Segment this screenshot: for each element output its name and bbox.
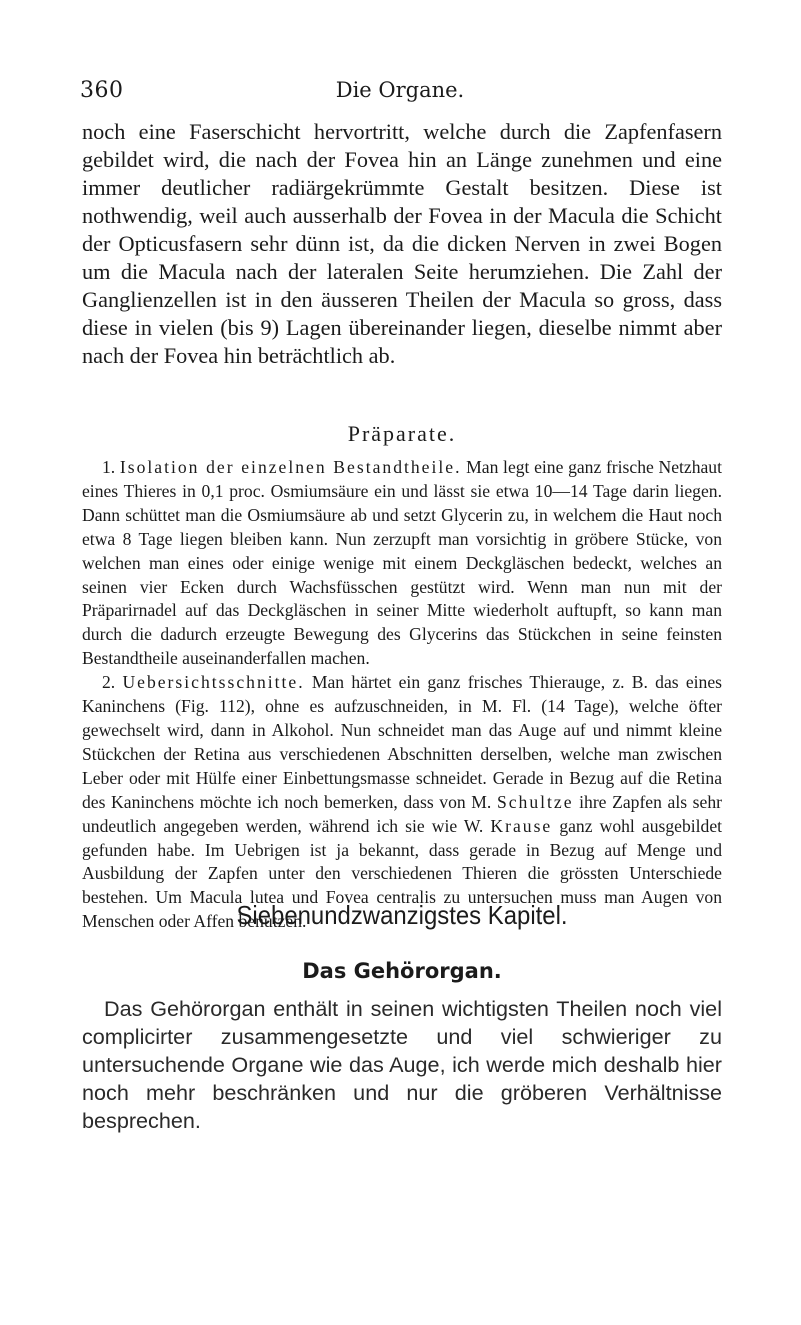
list-item [82,671,722,934]
chapter-paragraph: Das Gehörorgan enthält in seinen wichtigsten Theilen noch viel complicirter zusammengesetzte und viel schwieriger zu untersuchende Organe wie das Auge, ich werde mich deshalb hier noch mehr beschränken und nur die gröberen Verhältnisse besprechen. [82,996,722,1133]
item-title: Uebersichtsschnitte. [122,672,305,693]
chapter-intro-block [82,995,722,1135]
intro-paragraph: noch eine Faserschicht hervortritt, welche durch die Zapfenfasern gebildet wird, die nach der Fovea hin an Länge zunehmen und eine immer deutlicher radiärgekrümmte Gestalt besitzen. Diese ist nothwendig, weil auch ausserhalb der Fovea in der Macula die Schicht der Opticusfasern sehr dünn ist, da die dicken Nerven in zwei Bogen um die Macula nach der lateralen Seite herumziehen. Die Zahl der Ganglienzellen ist in den äusseren Theilen der Macula so gross, dass diese in vielen (bis 9) Lagen übereinander liegen, dieselbe nimmt aber nach der Fovea hin beträchtlich ab. [82,119,722,368]
item-number: 1. [102,457,116,477]
page-header [80,78,720,110]
page-number: 360 [80,78,124,103]
item-text: ganz wohl ausgebildet gefunden habe. Im Uebrigen ist ja bekannt, dass gerade in Bezug auf Menge und Ausbildung der Zapfen unter den verschiedenen Thieren die grössten Unterschiede bestehen. Um Macula lutea und Fovea centralis zu untersuchen muss man Augen von Menschen oder Affen benutzen. [82,815,723,932]
intro-paragraph-block [82,118,722,370]
section-heading: Präparate. [347,421,457,446]
item-text: Man härtet ein ganz frisches Thierauge, z. B. das eines Kaninchens (Fig. 112), ohne es aufzuschneiden, in M. Fl. (14 Tage), welche öfter gewechselt wird, dann in Alkohol. Nun schneidet man das Auge auf und nimmt kleine Stückchen der Retina aus verschiedenen Abschnitten derselben, welche man zwischen Leber oder mit Hülfe einer Einbettungsmasse schneidet. Gerade in Bezug auf die Retina des Kaninchens möchte ich noch bemerken, dass von M. [82,672,722,812]
chapter-subtitle: Das Gehörorgan. [302,959,502,983]
author-name: Schultze [496,791,574,812]
running-head: Die Organe. [335,78,465,102]
item-number: 2. [102,672,116,693]
chapter-title: Siebenundzwanzigstes Kapitel. [236,900,568,930]
author-name: Krause [490,815,553,836]
preparations-list [82,456,722,934]
item-text: Man legt eine ganz frische Netzhaut eines Thieres in 0,1 proc. Osmiumsäure ein und lässt sie etwa 10—14 Tage darin liegen. Dann schüttet man die Osmiumsäure ab und setzt Glycerin zu, in welchem die Haut noch etwa 8 Tage liegen bleiben kann. Nun zerzupft man vorsichtig in gröbere Stücke, von welchen man eines oder einige wenige mit einem Deckgläschen bedeckt, welches an seinen vier Ecken durch Wachsfüsschen gestützt wird. Wenn man nun mit der Präparirnadel auf das Deckgläschen in seiner Mitte wiederholt auftupft, so kann man durch die dadurch erzeugte Bewegung des Glycerins das Stückchen in seine feinsten Bestandtheile auseinanderfallen machen. [82,457,722,669]
item-title: Isolation der einzelnen Bestandtheile. [119,457,462,477]
list-item [82,456,722,671]
item-text: ihre Zapfen als sehr undeutlich angegeben werden, während ich sie wie W. [82,791,722,836]
